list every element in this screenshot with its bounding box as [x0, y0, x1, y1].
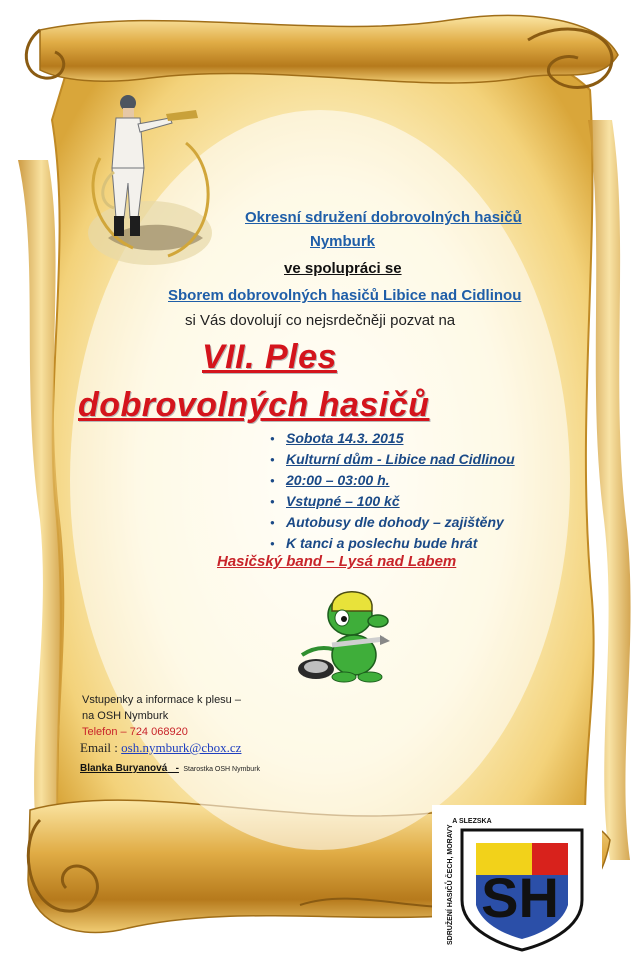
email-label: Email : [80, 740, 122, 755]
detail-venue: ● Kulturní dům - Libice nad Cidlinou [270, 449, 515, 470]
tickets-info-line1: Vstupenky a informace k plesu – [82, 694, 241, 706]
osh-logo [432, 805, 602, 955]
event-title-line1: VII. Ples [202, 338, 337, 376]
partner-name: Sborem dobrovolných hasičů Libice nad Cidlinou [168, 287, 522, 304]
trumpeter-illustration [78, 88, 228, 268]
invite-text: si Vás dovolují co nejsrdečněji pozvat na [185, 312, 456, 329]
signer-dash: - [167, 763, 179, 774]
email-line [80, 740, 241, 756]
event-title-line2: dobrovolných hasičů [78, 386, 430, 424]
cooperation-text: ve spolupráci se [284, 260, 402, 277]
detail-music: ● K tanci a poslechu bude hrát [270, 533, 515, 554]
detail-time: ● 20:00 – 03:00 h. [270, 470, 515, 491]
tickets-info-line2: na OSH Nymburk [82, 710, 169, 722]
logo-letters: SH [481, 866, 559, 929]
signer-name: Blanka Buryanová [80, 763, 168, 774]
phone-number: Telefon – 724 068920 [82, 726, 188, 738]
logo-ring-text: SDRUŽENÍ HASIČŮ ČECH, MORAVY A SLEZSKA [447, 818, 492, 945]
band-name: Hasičský band – Lysá nad Labem [217, 553, 457, 570]
signer-role: Starostka OSH Nymburk [183, 766, 261, 773]
dragon-mascot-illustration [292, 585, 398, 685]
signature-line [80, 758, 260, 776]
detail-date: ● Sobota 14.3. 2015 [270, 428, 515, 449]
email-link[interactable]: osh.nymburk@cbox.cz [121, 740, 242, 755]
org-name-line2: Nymburk [310, 233, 376, 250]
org-name-line1: Okresní sdružení dobrovolných hasičů [245, 209, 522, 226]
event-details-list [270, 428, 515, 554]
detail-entry: ● Vstupné – 100 kč [270, 491, 515, 512]
detail-transport: ● Autobusy dle dohody – zajištěny [270, 512, 515, 533]
